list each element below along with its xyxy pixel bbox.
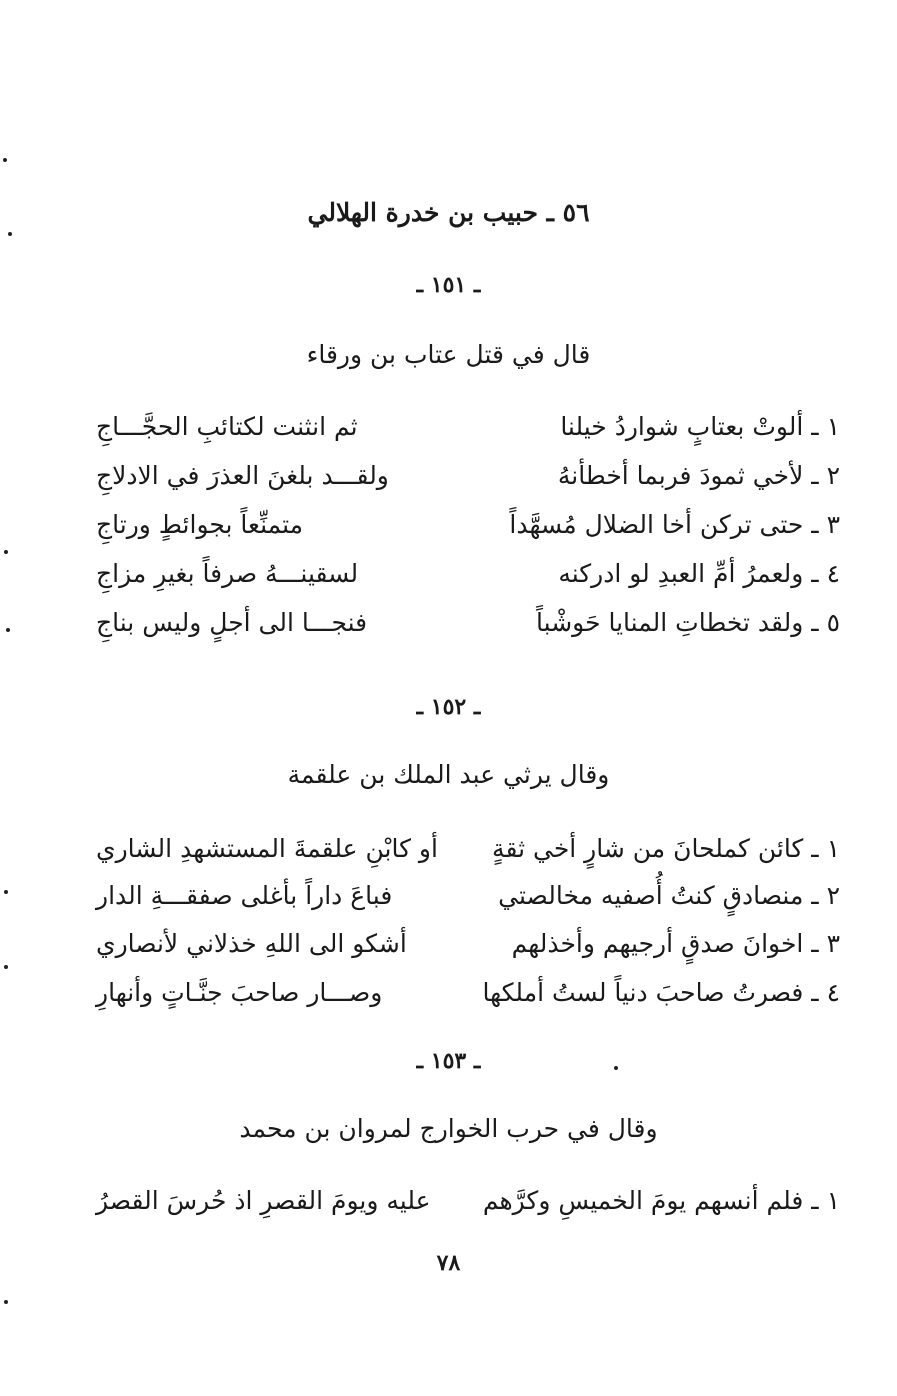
verse-first-hemistich: ١ ـ فلم أنسهم يومَ الخميسِ وكرَّهم [482,1186,840,1215]
verse-line [96,881,840,921]
scan-speck [614,1066,618,1070]
verse-second-hemistich: عليه ويومَ القصرِ اذ حُرسَ القصرُ [96,1186,431,1215]
verse-first-hemistich: ٣ ـ حتى تركن أخا الضلال مُسهَّداً [509,510,840,539]
poem-number: ـ ١٥٣ ـ [416,1048,481,1074]
verse-line [96,559,840,599]
verse-first-hemistich: ٥ ـ ولقد تخطاتِ المنايا حَوشْباً [536,608,840,637]
poem-number: ـ ١٥١ ـ [416,272,481,298]
verse-second-hemistich: أو كابْنِ علقمةَ المستشهدِ الشاري [96,834,438,863]
verse-second-hemistich: وصـــار صاحبَ جنَّـاتٍ وأنهارِ [96,978,383,1007]
verse-first-hemistich: ٤ ـ ولعمرُ أمِّ العبدِ لو ادركنه [558,559,840,588]
page-number: ٧٨ [436,1250,461,1276]
verse-first-hemistich: ٣ ـ اخوانَ صدقٍ أرجيهم وأخذلهم [511,929,840,958]
poem-intro: وقال يرثي عبد الملك بن علقمة [287,760,610,789]
verse-line [96,461,840,501]
chapter-title: ٥٦ ـ حبيب بن خدرة الهلالي [307,198,590,227]
verse-second-hemistich: لسقينـــهُ صرفاً بغيرِ مزاجِ [96,559,359,588]
verse-line [96,510,840,550]
verse-second-hemistich: متمنِّعاً بجوائطٍ ورتاجِ [96,510,304,539]
verse-second-hemistich: فباعَ داراً بأغلى صفقـــةِ الدار [96,881,393,910]
verse-first-hemistich: ٤ ـ فصرتُ صاحبَ دنياً لستُ أملكها [482,978,840,1007]
scan-speck [3,158,7,162]
verse-first-hemistich: ١ ـ ألوتْ بعتابٍ شواردُ خيلنا [560,412,840,441]
verse-second-hemistich: أشكو الى اللهِ خذلاني لأنصاري [96,929,407,958]
verse-second-hemistich: ثم انثنت لكتائبِ الحجَّـــاجِ [96,412,358,441]
verse-first-hemistich: ٢ ـ لأخي ثمودَ فربما أخطأنهُ [557,461,840,490]
verse-first-hemistich: ١ ـ كائن كملحانَ من شارٍ أخي ثقةٍ [492,834,840,863]
verse-line [96,834,840,874]
verse-second-hemistich: ولقـــد بلغنَ العذرَ في الادلاجِ [96,461,389,490]
verse-second-hemistich: فنجـــا الى أجلٍ وليس بناجِ [96,608,368,637]
scan-speck [4,550,8,554]
scan-speck [4,965,8,969]
verse-line [96,978,840,1018]
scan-speck [8,232,12,236]
verse-line [96,929,840,969]
poem-intro: وقال في حرب الخوارج لمروان بن محمد [239,1114,658,1143]
scan-speck [4,890,8,894]
scan-speck [6,628,10,632]
poem-number: ـ ١٥٢ ـ [416,694,481,720]
verse-line [96,412,840,452]
verse-first-hemistich: ٢ ـ منصادقٍ كنتُ أُصفيه مخالصتي [498,881,840,910]
scan-speck [4,1300,8,1304]
verse-line [96,1186,840,1226]
verse-line [96,608,840,648]
poem-intro: قال في قتل عتاب بن ورقاء [306,340,591,369]
